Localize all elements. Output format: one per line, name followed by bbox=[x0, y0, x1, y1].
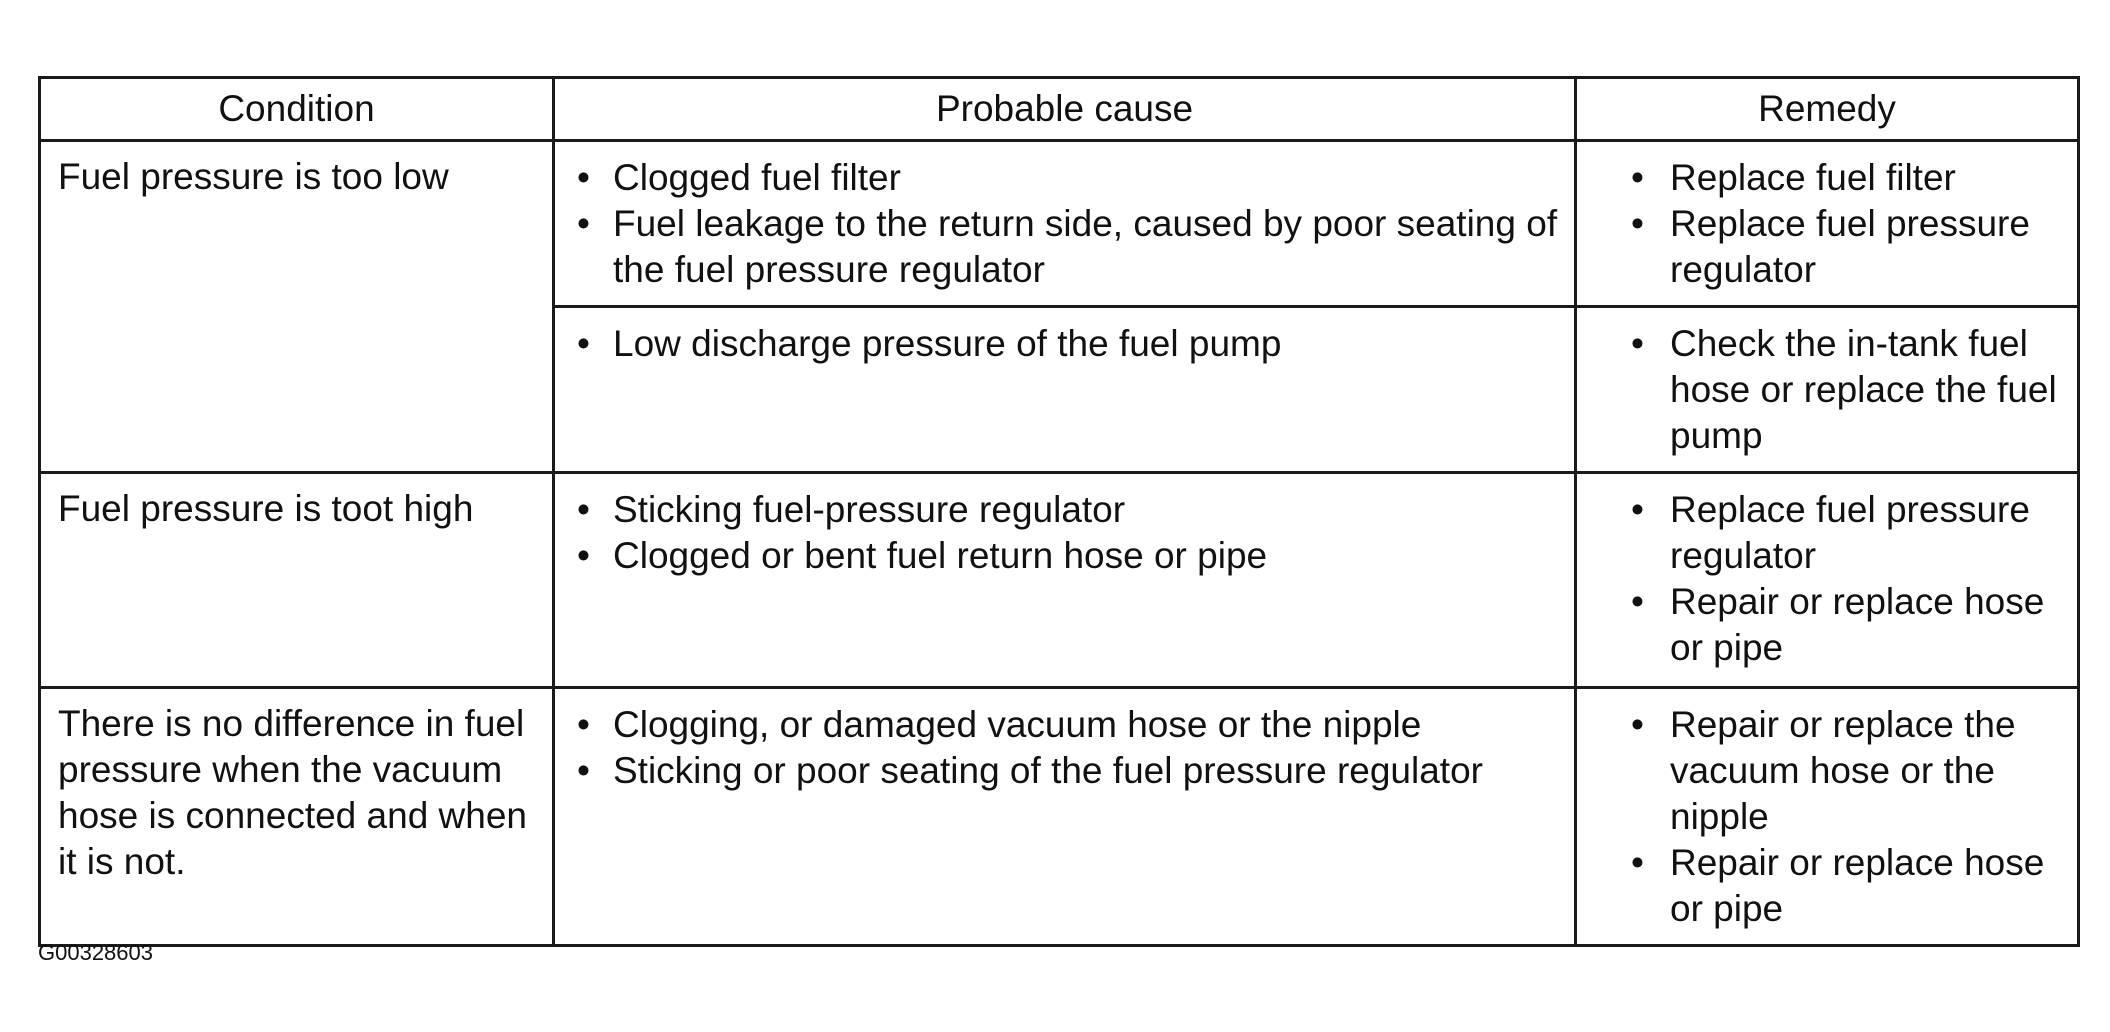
list-item bbox=[555, 748, 1564, 794]
table-header-row bbox=[40, 78, 2079, 141]
cause-text: Sticking fuel-pressure regulator bbox=[613, 489, 1126, 530]
remedy-text: Replace fuel pressure regulator bbox=[1670, 489, 2030, 576]
cause-text: Clogged fuel filter bbox=[613, 157, 901, 198]
cause-list bbox=[555, 487, 1564, 579]
bullet-icon: • bbox=[577, 535, 590, 576]
cause-cell bbox=[554, 473, 1576, 688]
condition-cell bbox=[40, 473, 554, 688]
condition-cell bbox=[40, 688, 554, 946]
list-item bbox=[555, 155, 1564, 201]
bullet-icon: • bbox=[1631, 157, 1644, 198]
table-row bbox=[40, 141, 2079, 307]
cause-text: Fuel leakage to the return side, caused by poor seating of the fuel pressure regulator bbox=[613, 203, 1558, 290]
list-item bbox=[555, 201, 1564, 293]
bullet-icon: • bbox=[1631, 203, 1644, 244]
list-item bbox=[1577, 487, 2067, 579]
remedy-cell bbox=[1576, 141, 2079, 307]
bullet-icon: • bbox=[1631, 704, 1644, 745]
bullet-icon: • bbox=[1631, 842, 1644, 883]
header-remedy: Remedy bbox=[1576, 78, 2079, 141]
figure-id-label: G00328603 bbox=[38, 940, 153, 965]
remedy-list bbox=[1577, 487, 2067, 671]
remedy-cell bbox=[1576, 307, 2079, 473]
table-row bbox=[40, 688, 2079, 946]
cause-text: Clogged or bent fuel return hose or pipe bbox=[613, 535, 1268, 576]
bullet-icon: • bbox=[1631, 489, 1644, 530]
list-item bbox=[555, 321, 1564, 367]
remedy-cell bbox=[1576, 688, 2079, 946]
list-item bbox=[1577, 840, 2067, 932]
cause-cell bbox=[554, 307, 1576, 473]
remedy-list bbox=[1577, 702, 2067, 932]
condition-text: Fuel pressure is too low bbox=[58, 156, 449, 197]
header-condition: Condition bbox=[40, 78, 554, 141]
header-probable-cause: Probable cause bbox=[554, 78, 1576, 141]
condition-text: Fuel pressure is toot high bbox=[58, 488, 474, 529]
remedy-text: Replace fuel pressure regulator bbox=[1670, 203, 2030, 290]
bullet-icon: • bbox=[577, 489, 590, 530]
cause-list bbox=[555, 155, 1564, 293]
list-item bbox=[1577, 702, 2067, 840]
list-item bbox=[555, 533, 1564, 579]
list-item bbox=[555, 487, 1564, 533]
remedy-list bbox=[1577, 321, 2067, 459]
remedy-list bbox=[1577, 155, 2067, 293]
cause-cell bbox=[554, 688, 1576, 946]
remedy-text: Replace fuel filter bbox=[1670, 157, 1956, 198]
bullet-icon: • bbox=[577, 750, 590, 791]
list-item bbox=[1577, 201, 2067, 293]
remedy-cell bbox=[1576, 473, 2079, 688]
cause-text: Low discharge pressure of the fuel pump bbox=[613, 323, 1282, 364]
bullet-icon: • bbox=[577, 157, 590, 198]
troubleshooting-table bbox=[38, 76, 2080, 947]
table-row bbox=[40, 473, 2079, 688]
bullet-icon: • bbox=[1631, 581, 1644, 622]
cause-list bbox=[555, 321, 1564, 367]
cause-list bbox=[555, 702, 1564, 794]
condition-text: There is no difference in fuel pressure when the vacuum hose is connected and when it is not. bbox=[58, 703, 528, 882]
bullet-icon: • bbox=[577, 704, 590, 745]
remedy-text: Check the in-tank fuel hose or replace the fuel pump bbox=[1670, 323, 2057, 456]
bullet-icon: • bbox=[1631, 323, 1644, 364]
list-item bbox=[555, 702, 1564, 748]
cause-text: Clogging, or damaged vacuum hose or the nipple bbox=[613, 704, 1422, 745]
remedy-text: Repair or replace hose or pipe bbox=[1670, 581, 2045, 668]
bullet-icon: • bbox=[577, 203, 590, 244]
remedy-text: Repair or replace hose or pipe bbox=[1670, 842, 2045, 929]
list-item bbox=[1577, 155, 2067, 201]
remedy-text: Repair or replace the vacuum hose or the nipple bbox=[1670, 704, 2016, 837]
cause-cell bbox=[554, 141, 1576, 307]
list-item bbox=[1577, 579, 2067, 671]
condition-cell bbox=[40, 141, 554, 473]
bullet-icon: • bbox=[577, 323, 590, 364]
cause-text: Sticking or poor seating of the fuel pressure regulator bbox=[613, 750, 1483, 791]
list-item bbox=[1577, 321, 2067, 459]
